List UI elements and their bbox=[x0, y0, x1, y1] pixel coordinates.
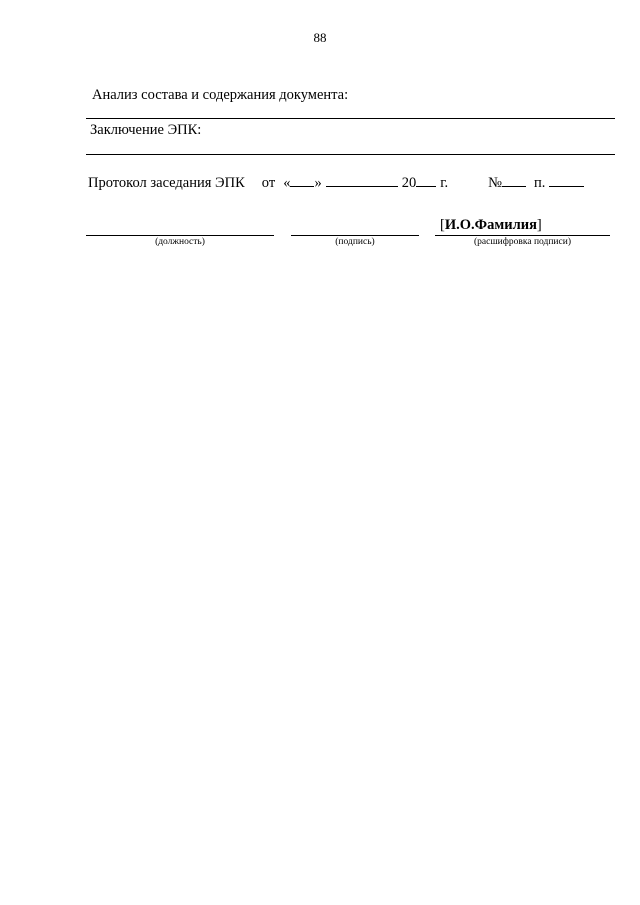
position-caption: (должность) bbox=[155, 237, 205, 247]
day-blank[interactable] bbox=[290, 174, 314, 187]
signer-name: И.О.Фамилия bbox=[444, 217, 537, 233]
analysis-label: Анализ состава и содержания документа: bbox=[92, 87, 349, 103]
year-blank[interactable] bbox=[416, 174, 436, 187]
item-blank[interactable] bbox=[549, 174, 584, 187]
quote-open: « bbox=[283, 175, 291, 191]
analysis-rule bbox=[86, 118, 615, 119]
decoding-rule[interactable] bbox=[435, 235, 610, 236]
protocol-label: Протокол заседания ЭПК bbox=[88, 175, 245, 191]
bracket-close: ] bbox=[536, 217, 542, 233]
number-sign: № bbox=[488, 175, 502, 191]
year-suffix: г. bbox=[440, 175, 449, 191]
signature-caption: (подпись) bbox=[335, 237, 375, 247]
number-blank[interactable] bbox=[502, 174, 526, 187]
quote-close: » bbox=[314, 175, 322, 191]
bracket-open: [ bbox=[440, 217, 445, 233]
item-label: п. bbox=[533, 175, 546, 191]
conclusion-rule bbox=[86, 154, 615, 155]
protocol-from: от bbox=[261, 175, 276, 191]
decoding-caption: (расшифровка подписи) bbox=[474, 237, 571, 247]
name-box bbox=[440, 217, 542, 234]
position-rule[interactable] bbox=[86, 235, 274, 236]
signature-rule[interactable] bbox=[291, 235, 419, 236]
page-number: 88 bbox=[313, 30, 327, 45]
year-prefix: 20 bbox=[401, 175, 417, 191]
month-blank[interactable] bbox=[326, 174, 398, 187]
conclusion-label: Заключение ЭПК: bbox=[90, 122, 202, 138]
protocol-line bbox=[88, 174, 584, 192]
